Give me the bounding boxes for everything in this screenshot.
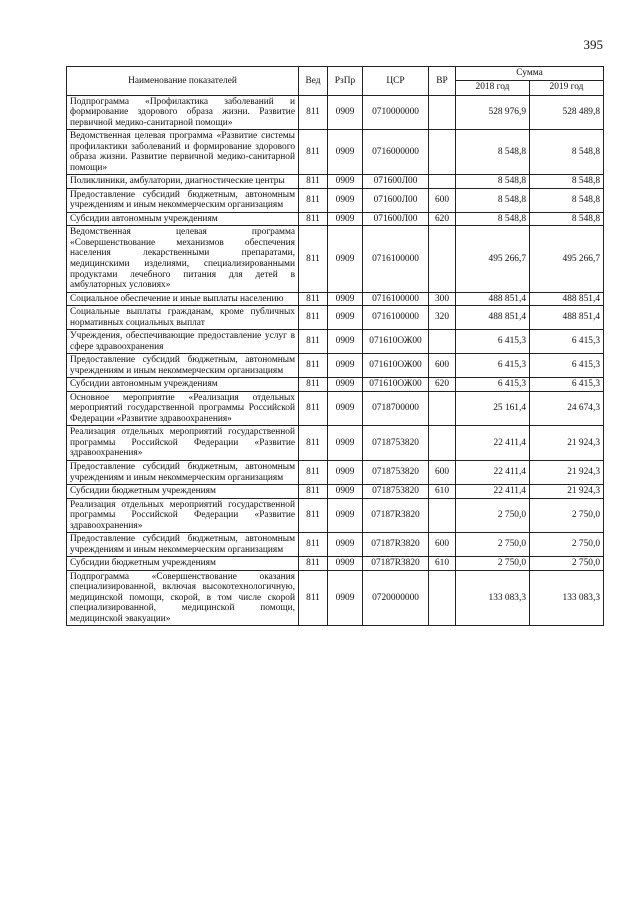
cell-csr: 0716100000 [363, 226, 429, 292]
table-row [67, 570, 604, 626]
cell-vr [429, 391, 456, 426]
cell-vr [429, 570, 456, 626]
cell-2019: 21 924,3 [530, 461, 604, 485]
cell-vr [429, 130, 456, 175]
cell-2018: 488 851,4 [456, 306, 530, 330]
table-body [67, 95, 604, 626]
cell-2019: 528 489,8 [530, 95, 604, 130]
cell-rzpr: 0909 [328, 175, 363, 189]
cell-2018: 8 548,8 [456, 212, 530, 226]
cell-csr: 071610ОЖ00 [363, 330, 429, 354]
cell-ved: 811 [299, 354, 328, 378]
cell-rzpr: 0909 [328, 570, 363, 626]
cell-ved: 811 [299, 557, 328, 571]
cell-2019: 495 266,7 [530, 226, 604, 292]
cell-2018: 528 976,9 [456, 95, 530, 130]
cell-ved: 811 [299, 570, 328, 626]
cell-2018: 2 750,0 [456, 498, 530, 533]
cell-rzpr: 0909 [328, 354, 363, 378]
cell-2019: 8 548,8 [530, 188, 604, 212]
cell-ved: 811 [299, 175, 328, 189]
cell-csr: 071610ОЖ00 [363, 354, 429, 378]
table-row [67, 226, 604, 292]
cell-ved: 811 [299, 485, 328, 499]
cell-rzpr: 0909 [328, 498, 363, 533]
cell-vr: 600 [429, 461, 456, 485]
cell-2018: 22 411,4 [456, 485, 530, 499]
cell-name: Основное мероприятие «Реализация отдельных мероприятий государственной программы Российской Федерации «Развитие здравоохранения» [67, 391, 299, 426]
cell-2018: 488 851,4 [456, 292, 530, 306]
cell-csr: 07187R3820 [363, 557, 429, 571]
cell-2018: 6 415,3 [456, 354, 530, 378]
cell-csr: 071610ОЖ00 [363, 378, 429, 392]
cell-csr: 0710000000 [363, 95, 429, 130]
cell-csr: 0720000000 [363, 570, 429, 626]
cell-csr: 071600Л00 [363, 175, 429, 189]
table-row [67, 391, 604, 426]
cell-name: Социальное обеспечение и иные выплаты населению [67, 292, 299, 306]
cell-csr: 0716100000 [363, 292, 429, 306]
cell-2019: 8 548,8 [530, 212, 604, 226]
cell-name: Субсидии автономным учреждениям [67, 378, 299, 392]
cell-2019: 488 851,4 [530, 306, 604, 330]
cell-vr: 600 [429, 354, 456, 378]
cell-vr: 610 [429, 557, 456, 571]
cell-csr: 0718753820 [363, 426, 429, 461]
cell-name: Предоставление субсидий бюджетным, автономным учреждениям и иным некоммерческим организациям [67, 533, 299, 557]
cell-2019: 6 415,3 [530, 354, 604, 378]
cell-vr [429, 226, 456, 292]
cell-ved: 811 [299, 498, 328, 533]
cell-rzpr: 0909 [328, 212, 363, 226]
cell-rzpr: 0909 [328, 391, 363, 426]
cell-csr: 0716000000 [363, 130, 429, 175]
cell-2019: 2 750,0 [530, 498, 604, 533]
cell-vr: 600 [429, 533, 456, 557]
cell-name: Предоставление субсидий бюджетным, автономным учреждениям и иным некоммерческим организациям [67, 354, 299, 378]
cell-2019: 21 924,3 [530, 426, 604, 461]
cell-csr: 0718700000 [363, 391, 429, 426]
cell-name: Учреждения, обеспечивающие предоставление услуг в сфере здравоохранения [67, 330, 299, 354]
cell-csr: 07187R3820 [363, 533, 429, 557]
table-row [67, 461, 604, 485]
cell-2019: 2 750,0 [530, 557, 604, 571]
cell-rzpr: 0909 [328, 426, 363, 461]
table-row [67, 306, 604, 330]
cell-2019: 133 083,3 [530, 570, 604, 626]
table-header [67, 67, 604, 96]
header-2019: 2019 год [530, 80, 604, 95]
cell-rzpr: 0909 [328, 533, 363, 557]
cell-2019: 2 750,0 [530, 533, 604, 557]
table-row [67, 175, 604, 189]
cell-2019: 24 674,3 [530, 391, 604, 426]
cell-2019: 6 415,3 [530, 378, 604, 392]
cell-name: Предоставление субсидий бюджетным, автономным учреждениям и иным некоммерческим организациям [67, 188, 299, 212]
table-row [67, 95, 604, 130]
cell-ved: 811 [299, 391, 328, 426]
cell-name: Реализация отдельных мероприятий государственной программы Российской Федерации «Развитие здравоохранения» [67, 498, 299, 533]
cell-vr [429, 426, 456, 461]
cell-rzpr: 0909 [328, 378, 363, 392]
budget-table [66, 66, 604, 626]
cell-vr: 300 [429, 292, 456, 306]
table-row [67, 557, 604, 571]
cell-vr: 600 [429, 188, 456, 212]
table-row [67, 330, 604, 354]
cell-rzpr: 0909 [328, 485, 363, 499]
cell-ved: 811 [299, 306, 328, 330]
table-row [67, 292, 604, 306]
cell-name: Реализация отдельных мероприятий государственной программы Российской Федерации «Развитие здравоохранения» [67, 426, 299, 461]
cell-vr [429, 175, 456, 189]
cell-2018: 6 415,3 [456, 378, 530, 392]
cell-name: Ведомственная целевая программа «Развитие системы профилактики заболеваний и формирование здорового образа жизни. Развитие первичной медико-санитарной помощи» [67, 130, 299, 175]
cell-csr: 071600Л00 [363, 188, 429, 212]
cell-name: Подпрограмма «Совершенствование оказания специализированной, включая высокотехнологичную, медицинской помощи, скорой, в том числе скорой специализированной, медицинской помощи, медицинской эвакуации» [67, 570, 299, 626]
header-name: Наименование показателей [67, 67, 299, 96]
cell-name: Предоставление субсидий бюджетным, автономным учреждениям и иным некоммерческим организациям [67, 461, 299, 485]
cell-rzpr: 0909 [328, 557, 363, 571]
cell-name: Ведомственная целевая программа «Совершенствование механизмов обеспечения населения лекарственными препаратами, медицинскими изделиями, специализированными продуктами лечебного питания для детей в амбулаторных условиях» [67, 226, 299, 292]
cell-2018: 6 415,3 [456, 330, 530, 354]
cell-vr [429, 330, 456, 354]
cell-2019: 21 924,3 [530, 485, 604, 499]
cell-rzpr: 0909 [328, 188, 363, 212]
cell-rzpr: 0909 [328, 95, 363, 130]
cell-rzpr: 0909 [328, 330, 363, 354]
table-row [67, 188, 604, 212]
table-row [67, 426, 604, 461]
cell-2018: 2 750,0 [456, 557, 530, 571]
cell-vr: 620 [429, 378, 456, 392]
cell-2018: 8 548,8 [456, 130, 530, 175]
cell-2018: 8 548,8 [456, 175, 530, 189]
cell-vr: 320 [429, 306, 456, 330]
cell-2019: 488 851,4 [530, 292, 604, 306]
header-ved: Вед [299, 67, 328, 96]
cell-ved: 811 [299, 95, 328, 130]
cell-rzpr: 0909 [328, 461, 363, 485]
cell-vr [429, 498, 456, 533]
cell-csr: 0718753820 [363, 461, 429, 485]
cell-ved: 811 [299, 426, 328, 461]
cell-ved: 811 [299, 378, 328, 392]
cell-name: Субсидии бюджетным учреждениям [67, 485, 299, 499]
cell-2018: 25 161,4 [456, 391, 530, 426]
cell-rzpr: 0909 [328, 306, 363, 330]
header-csr: ЦСР [363, 67, 429, 96]
cell-ved: 811 [299, 226, 328, 292]
cell-vr [429, 95, 456, 130]
table-row [67, 212, 604, 226]
cell-vr: 610 [429, 485, 456, 499]
cell-2018: 8 548,8 [456, 188, 530, 212]
cell-ved: 811 [299, 130, 328, 175]
cell-name: Социальные выплаты гражданам, кроме публичных нормативных социальных выплат [67, 306, 299, 330]
cell-ved: 811 [299, 461, 328, 485]
cell-2019: 8 548,8 [530, 130, 604, 175]
table-row [67, 378, 604, 392]
cell-2019: 8 548,8 [530, 175, 604, 189]
cell-name: Субсидии автономным учреждениям [67, 212, 299, 226]
cell-rzpr: 0909 [328, 130, 363, 175]
cell-2019: 6 415,3 [530, 330, 604, 354]
table-row [67, 130, 604, 175]
cell-2018: 22 411,4 [456, 461, 530, 485]
cell-csr: 07187R3820 [363, 498, 429, 533]
cell-2018: 22 411,4 [456, 426, 530, 461]
cell-csr: 0716100000 [363, 306, 429, 330]
table-row [67, 533, 604, 557]
cell-2018: 495 266,7 [456, 226, 530, 292]
cell-ved: 811 [299, 330, 328, 354]
cell-vr: 620 [429, 212, 456, 226]
cell-name: Поликлиники, амбулатории, диагностические центры [67, 175, 299, 189]
cell-name: Субсидии бюджетным учреждениям [67, 557, 299, 571]
table-row [67, 485, 604, 499]
cell-ved: 811 [299, 292, 328, 306]
cell-ved: 811 [299, 212, 328, 226]
cell-rzpr: 0909 [328, 292, 363, 306]
cell-csr: 0718753820 [363, 485, 429, 499]
table-row [67, 354, 604, 378]
cell-ved: 811 [299, 188, 328, 212]
cell-csr: 071600Л00 [363, 212, 429, 226]
cell-ved: 811 [299, 533, 328, 557]
cell-name: Подпрограмма «Профилактика заболеваний и формирование здорового образа жизни. Развитие первичной медико-санитарной помощи» [67, 95, 299, 130]
header-2018: 2018 год [456, 80, 530, 95]
cell-2018: 133 083,3 [456, 570, 530, 626]
header-sum: Сумма [456, 67, 604, 81]
cell-2018: 2 750,0 [456, 533, 530, 557]
header-vr: ВР [429, 67, 456, 96]
table-row [67, 498, 604, 533]
cell-rzpr: 0909 [328, 226, 363, 292]
header-rzpr: РзПр [328, 67, 363, 96]
page-number: 395 [583, 37, 603, 52]
